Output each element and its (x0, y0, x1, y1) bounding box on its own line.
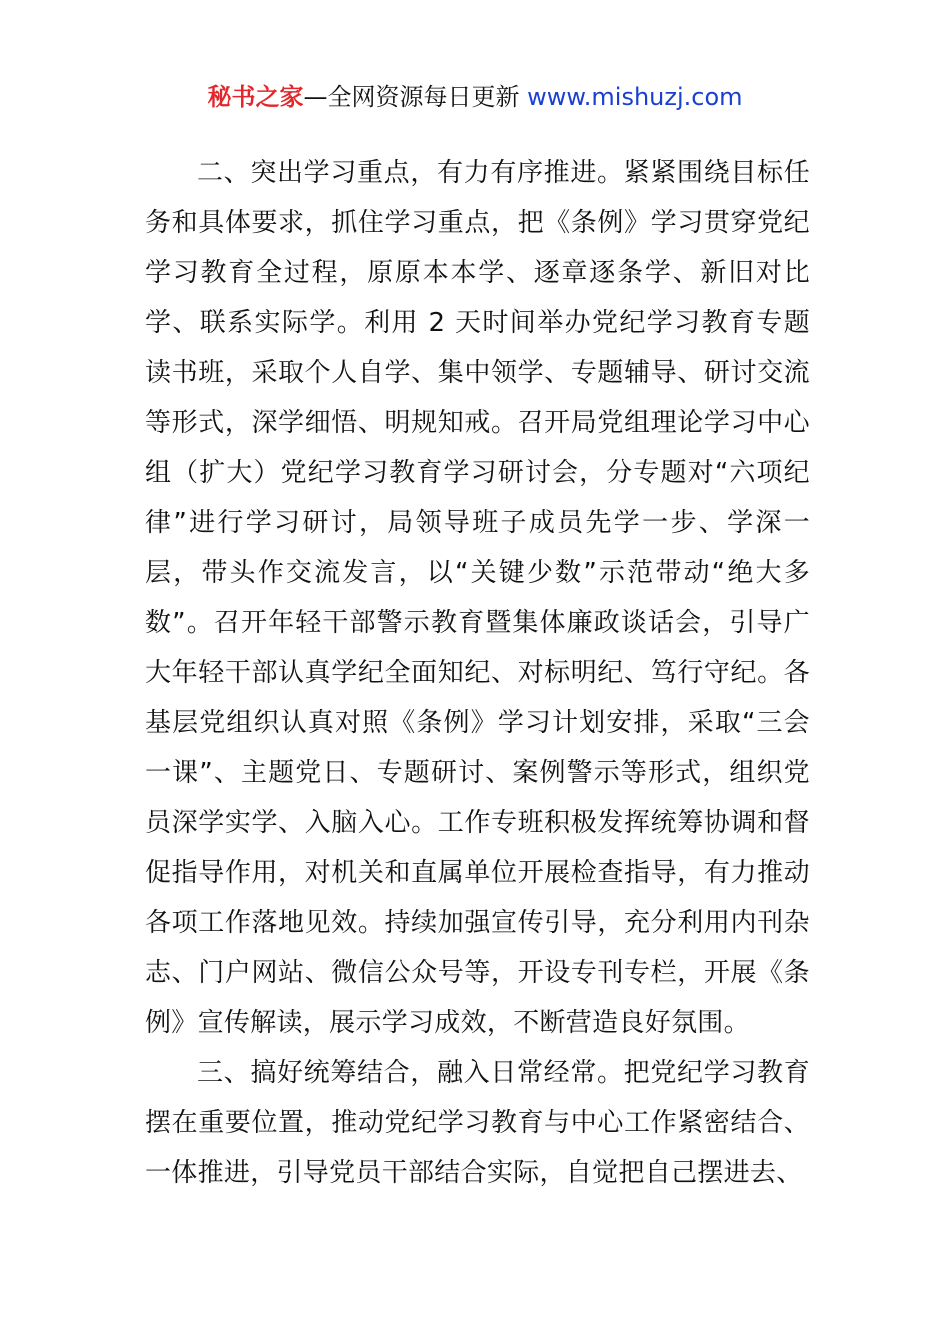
document-body (145, 148, 810, 1198)
paragraph-section-two: 二、突出学习重点，有力有序推进。紧紧围绕目标任务和具体要求，抓住学习重点，把《条例》学习贯穿党纪学习教育全过程，原原本本学、逐章逐条学、新旧对比学、联系实际学。利用 2 天时间举办党纪学习教育专题读书班，采取个人自学、集中领学、专题辅导、研讨交流等形式，深学细悟、明规知戒。召开局党组理论学习中心组（扩大）党纪学习教育学习研讨会，分专题对“六项纪律”进行学习研讨，局领导班子成员先学一步、学深一层，带头作交流发言，以“关键少数”示范带动“绝大多数”。召开年轻干部警示教育暨集体廉政谈话会，引导广大年轻干部认真学纪全面知纪、对标明纪、笃行守纪。各基层党组织认真对照《条例》学习计划安排，采取“三会一课”、主题党日、专题研讨、案例警示等形式，组织党员深学实学、入脑入心。工作专班积极发挥统筹协调和督促指导作用，对机关和直属单位开展检查指导，有力推动各项工作落地见效。持续加强宣传引导，充分利用内刊杂志、门户网站、微信公众号等，开设专刊专栏，开展《条例》宣传解读，展示学习成效，不断营造良好氛围。 (145, 158, 810, 1038)
page-header (0, 80, 950, 114)
header-tagline: —全网资源每日更新 (303, 83, 520, 111)
site-url-link[interactable]: www.mishuzj.com (527, 83, 743, 111)
brand-name: 秘书之家 (207, 83, 304, 111)
paragraph-section-three: 三、搞好统筹结合，融入日常经常。把党纪学习教育摆在重要位置，推动党纪学习教育与中心工作紧密结合、一体推进，引导党员干部结合实际，自觉把自己摆进去、 (145, 1058, 810, 1188)
